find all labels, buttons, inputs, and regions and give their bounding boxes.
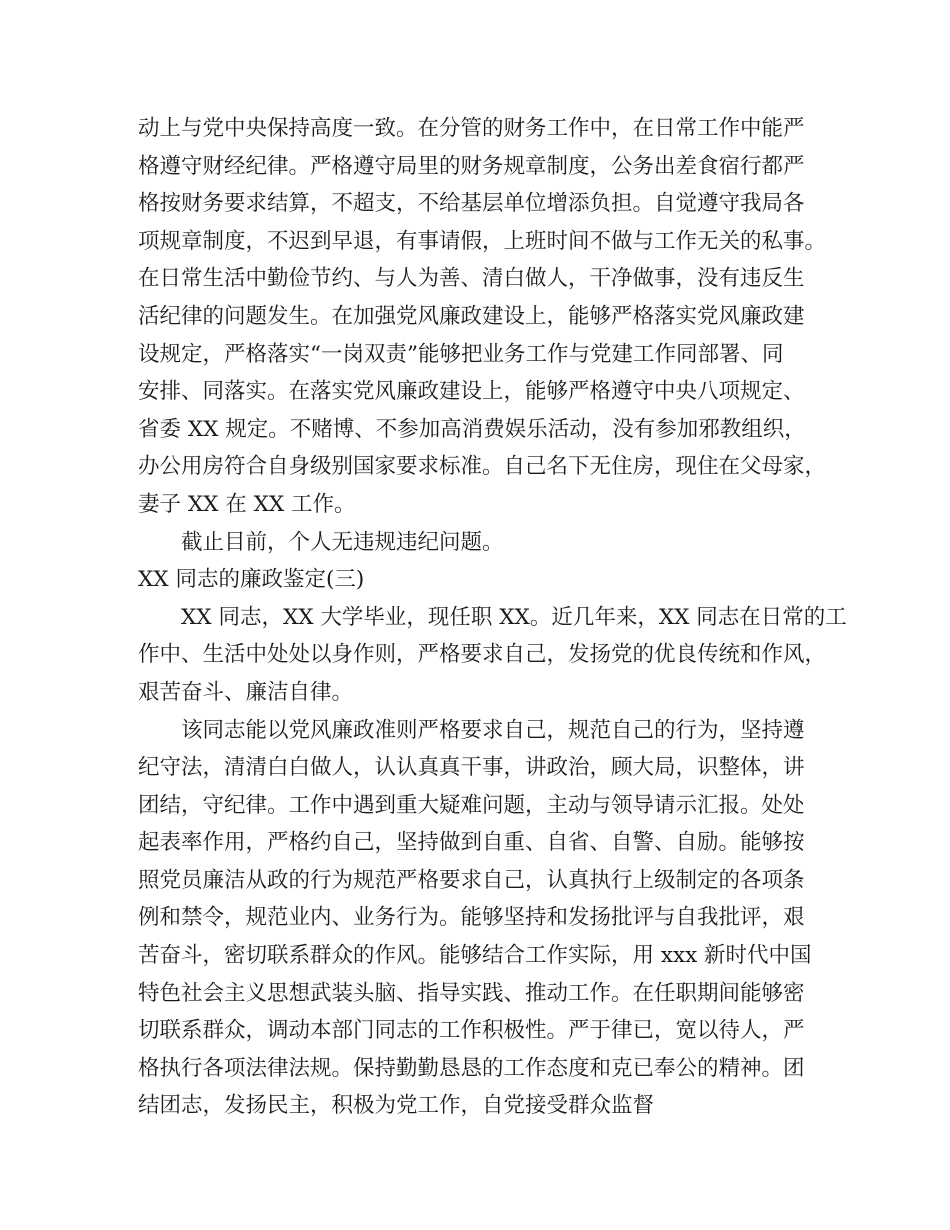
paragraph-line: 项规章制度，不迟到早退，有事请假，上班时间不做与工作无关的私事。 [138, 228, 827, 254]
paragraph-line: 起表率作用，严格约自己，坚持做到自重、自省、自警、自励。能够按 [138, 830, 805, 856]
paragraph-line: 特色社会主义思想武装头脑、指导实践、推动工作。在任职期间能够密 [138, 980, 805, 1006]
paragraph-line: 纪守法，清清白白做人，认认真真干事，讲政治，顾大局，识整体，讲 [138, 755, 805, 781]
paragraph-line: 动上与党中央保持高度一致。在分管的财务工作中，在日常工作中能严 [138, 116, 805, 141]
document-body [138, 110, 847, 1125]
paragraph-line: 妻子 XX 在 XX 工作。 [138, 491, 356, 517]
paragraph-line: 团结，守纪律。工作中遇到重大疑难问题，主动与领导请示汇报。处处 [138, 792, 805, 818]
paragraph-line: 在日常生活中勤俭节约、与人为善、清白做人，干净做事，没有违反生 [138, 266, 805, 292]
paragraph-line: 设规定，严格落实“一岗双责”能够把业务工作与党建工作同部署、同 [138, 341, 784, 367]
paragraph-line: 艰苦奋斗、廉洁自律。 [138, 679, 354, 705]
paragraph-line: 办公用房符合自身级别国家要求标准。自己名下无住房，现住在父母家， [138, 454, 827, 480]
paragraph-line: 截止目前，个人无违规违纪问题。 [181, 529, 504, 555]
paragraph-line: 省委 XX 规定。不赌博、不参加高消费娱乐活动，没有参加邪教组织， [138, 416, 806, 442]
paragraph-line: 结团志，发扬民主，积极为党工作，自党接受群众监督 [138, 1093, 655, 1119]
paragraph-line: 格按财务要求结算，不超支，不给基层单位增添负担。自觉遵守我局各 [138, 191, 805, 217]
paragraph-line: 切联系群众，调动本部门同志的工作积极性。严于律已，宽以待人，严 [138, 1018, 805, 1044]
section-heading: XX 同志的廉政鉴定(三) [138, 567, 365, 593]
paragraph-line: 安排、同落实。在落实党风廉政建设上，能够严格遵守中央八项规定、 [138, 379, 805, 405]
paragraph-line: 格遵守财经纪律。严格遵守局里的财务规章制度，公务出差食宿行都严 [138, 153, 805, 179]
paragraph-line: 作中、生活中处处以身作则，严格要求自己，发扬党的优良传统和作风， [138, 642, 827, 668]
paragraph-line: 该同志能以党风廉政准则严格要求自己，规范自己的行为，坚持遵 [181, 717, 805, 743]
paragraph-line: 照党员廉洁从政的行为规范严格要求自己，认真执行上级制定的各项条 [138, 867, 805, 893]
paragraph-line: 例和禁令，规范业内、业务行为。能够坚持和发扬批评与自我批评，艰 [138, 905, 805, 931]
paragraph-line: 活纪律的问题发生。在加强党风廉政建设上，能够严格落实党风廉政建 [138, 303, 805, 329]
paragraph-line: XX 同志，XX 大学毕业，现任职 XX。近几年来，XX 同志在日常的工 [181, 604, 847, 630]
paragraph-line: 格执行各项法律法规。保持勤勤恳恳的工作态度和克已奉公的精神。团 [138, 1055, 805, 1081]
paragraph-line: 苦奋斗，密切联系群众的作风。能够结合工作实际，用 xxx 新时代中国 [138, 943, 812, 969]
